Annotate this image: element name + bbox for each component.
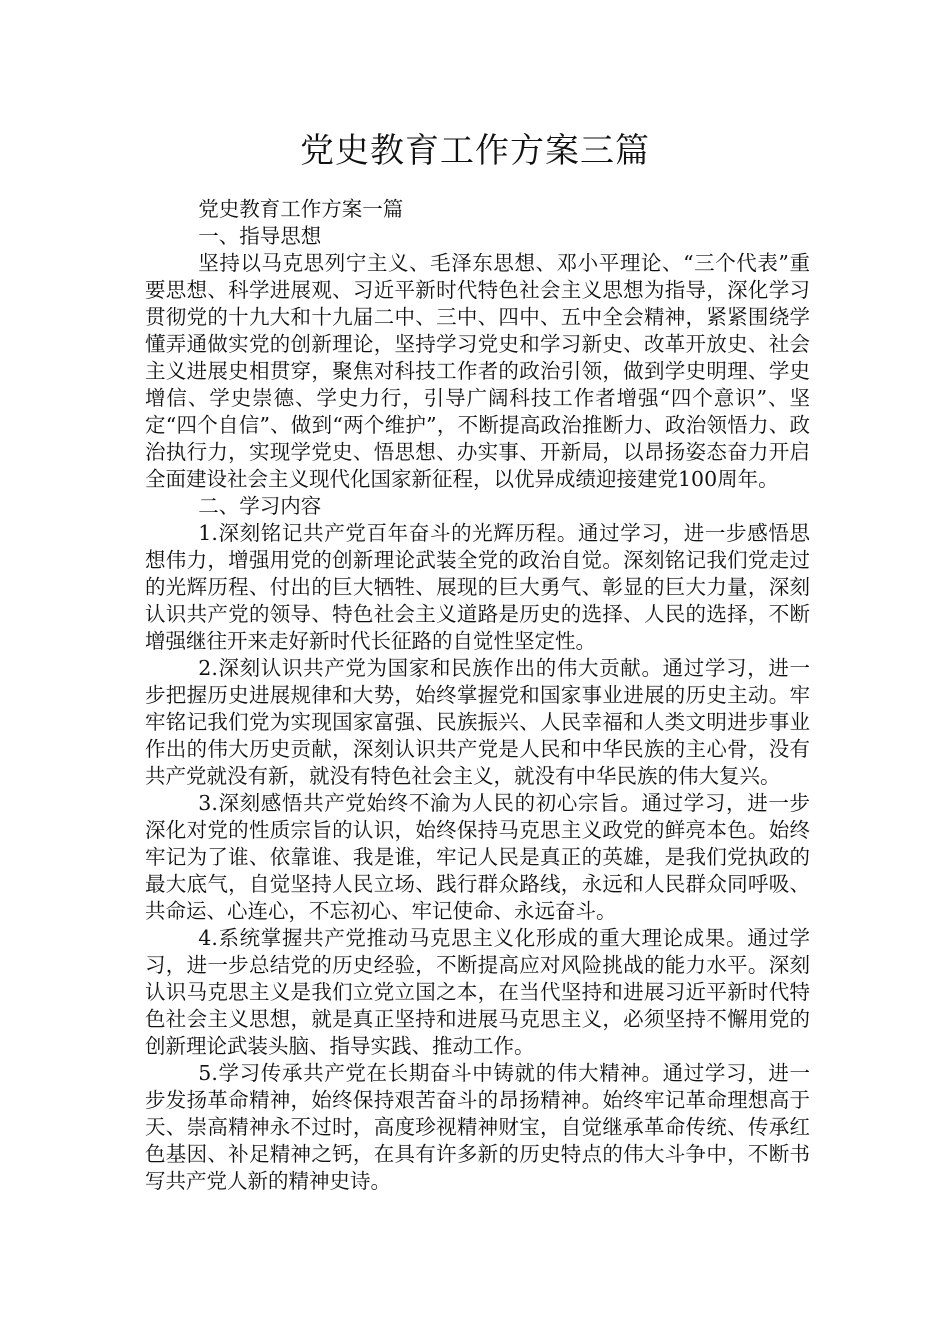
document-body bbox=[145, 196, 810, 1195]
body-paragraph: 4.系统掌握共产党推动马克思主义化形成的重大理论成果。通过学习，进一步总结党的历史经验，不断提高应对风险挑战的能力水平。深刻认识马克思主义是我们立党立国之本，在当代坚持和进展习近平新时代特色社会主义思想，就是真正坚持和进展马克思主义，必须坚持不懈用党的创新理论武装头脑、指导实践、推动工作。 bbox=[145, 926, 810, 1058]
body-paragraph: 2.深刻认识共产党为国家和民族作出的伟大贡献。通过学习，进一步把握历史进展规律和大势，始终掌握党和国家事业进展的历史主动。牢牢铭记我们党为实现国家富强、民族振兴、人民幸福和人类文明进步事业作出的伟大历史贡献，深刻认识共产党是人民和中华民族的主心骨，没有共产党就没有新，就没有特色社会主义，就没有中华民族的伟大复兴。 bbox=[145, 656, 810, 788]
section-heading: 党史教育工作方案一篇 bbox=[198, 197, 404, 221]
subsection-heading: 一、指导思想 bbox=[198, 224, 322, 248]
body-paragraph: 坚持以马克思列宁主义、毛泽东思想、邓小平理论、“三个代表”重要思想、科学进展观、习近平新时代特色社会主义思想为指导，深化学习贯彻党的十九大和十九届二中、三中、四中、五中全会精神，紧紧围绕学懂弄通做实党的创新理论，坚持学习党史和学习新史、改革开放史、社会主义进展史相贯穿，聚焦对科技工作者的政治引领，做到学史明理、学史增信、学史崇德、学史力行，引导广阔科技工作者增强“四个意识”、坚定“四个自信”、做到“两个维护”，不断提高政治推断力、政治领悟力、政治执行力，实现学党史、悟思想、办实事、开新局，以昂扬姿态奋力开启全面建设社会主义现代化国家新征程，以优异成绩迎接建党100周年。 bbox=[145, 251, 810, 491]
document-title: 党史教育工作方案三篇 bbox=[300, 131, 650, 171]
body-paragraph: 5.学习传承共产党在长期奋斗中铸就的伟大精神。通过学习，进一步发扬革命精神，始终保持艰苦奋斗的昂扬精神。始终牢记革命理想高于天、崇高精神永不过时，高度珍视精神财宝，自觉继承革命传统、传承红色基因、补足精神之钙，在具有许多新的历史特点的伟大斗争中，不断书写共产党人新的精神史诗。 bbox=[145, 1061, 810, 1193]
body-paragraph: 3.深刻感悟共产党始终不渝为人民的初心宗旨。通过学习，进一步深化对党的性质宗旨的认识，始终保持马克思主义政党的鲜亮本色。始终牢记为了谁、依靠谁、我是谁，牢记人民是真正的英雄，是我们党执政的最大底气，自觉坚持人民立场、践行群众路线，永远和人民群众同呼吸、共命运、心连心，不忘初心、牢记使命、永远奋斗。 bbox=[145, 791, 810, 923]
subsection-heading: 二、学习内容 bbox=[198, 494, 322, 518]
body-paragraph: 1.深刻铭记共产党百年奋斗的光辉历程。通过学习，进一步感悟思想伟力，增强用党的创新理论武装全党的政治自觉。深刻铭记我们党走过的光辉历程、付出的巨大牺牲、展现的巨大勇气、彰显的巨大力量，深刻认识共产党的领导、特色社会主义道路是历史的选择、人民的选择，不断增强继往开来走好新时代长征路的自觉性坚定性。 bbox=[145, 521, 810, 653]
